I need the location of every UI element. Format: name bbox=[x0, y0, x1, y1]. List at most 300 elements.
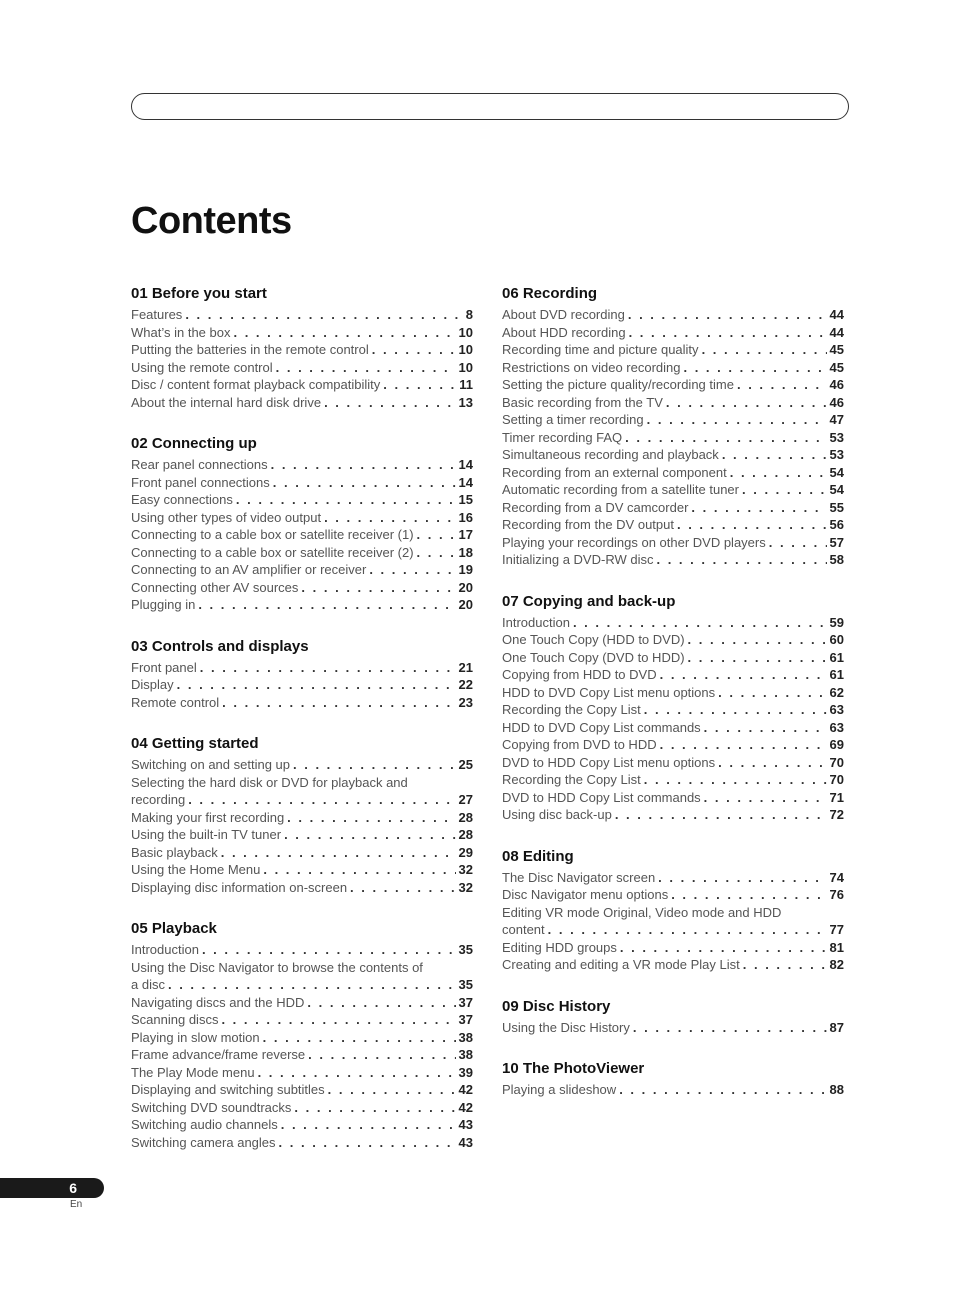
toc-entry-page: 46 bbox=[829, 394, 844, 410]
toc-entry-page: 43 bbox=[458, 1134, 473, 1150]
dot-leader bbox=[198, 596, 455, 614]
dot-leader bbox=[656, 551, 826, 569]
toc-entry-label: Plugging in bbox=[131, 597, 196, 612]
toc-entry[interactable] bbox=[502, 904, 844, 939]
toc-entry-label: Remote control bbox=[131, 694, 220, 710]
toc-entry-page: 10 bbox=[458, 324, 473, 340]
dot-leader bbox=[202, 941, 456, 959]
dot-leader bbox=[200, 659, 456, 677]
toc-entry[interactable] bbox=[131, 844, 473, 862]
toc-entry[interactable] bbox=[502, 956, 844, 974]
toc-entry-page: 87 bbox=[829, 1019, 844, 1035]
toc-entry-label: Navigating discs and the HDD bbox=[131, 994, 305, 1010]
toc-entry[interactable] bbox=[502, 376, 844, 394]
toc-entry[interactable] bbox=[502, 551, 844, 569]
toc-entry[interactable] bbox=[502, 306, 844, 324]
section-title: 04 Getting started bbox=[131, 735, 259, 752]
toc-entry-label: Frame advance/frame reverse bbox=[131, 1047, 306, 1062]
toc-entry[interactable] bbox=[131, 1029, 473, 1047]
toc-entry-page: 53 bbox=[829, 429, 844, 445]
toc-entry-label: About the internal hard disk drive bbox=[131, 394, 322, 410]
toc-entry-page: 61 bbox=[829, 649, 844, 665]
toc-entry[interactable] bbox=[502, 666, 844, 684]
toc-entry[interactable] bbox=[131, 509, 473, 527]
toc-entry[interactable] bbox=[502, 481, 844, 499]
toc-entry[interactable] bbox=[131, 1134, 473, 1152]
toc-entry-page: 44 bbox=[829, 324, 844, 340]
toc-entry[interactable] bbox=[502, 446, 844, 464]
toc-entry-label: Connecting to a cable box or satellite receiver (2) bbox=[131, 544, 414, 560]
toc-entry[interactable] bbox=[131, 1046, 473, 1064]
toc-entry-label: Using the built-in TV tuner bbox=[131, 827, 282, 842]
toc-entry-page: 44 bbox=[829, 307, 844, 322]
toc-entry-label: Switching DVD soundtracks bbox=[131, 1099, 292, 1115]
toc-entry-label: DVD to HDD Copy List commands bbox=[502, 789, 701, 805]
toc-entry-label-continued: a disc bbox=[131, 977, 165, 992]
toc-entry-page: 56 bbox=[829, 517, 844, 532]
dot-leader bbox=[293, 756, 456, 774]
toc-entry-label: Using disc back-up bbox=[502, 807, 612, 822]
toc-entry-page: 71 bbox=[829, 789, 844, 805]
toc-entry-label: Timer recording FAQ bbox=[502, 429, 623, 445]
toc-right-column bbox=[502, 285, 844, 1123]
toc-entry-page: 88 bbox=[829, 1082, 844, 1097]
toc-entry[interactable] bbox=[502, 789, 844, 807]
toc-entry[interactable] bbox=[502, 1081, 844, 1099]
toc-entry-page: 20 bbox=[458, 579, 473, 595]
toc-entry[interactable] bbox=[502, 534, 844, 552]
toc-entry[interactable] bbox=[131, 959, 473, 994]
toc-entry-label: Using the Disc Navigator to browse the contents of bbox=[131, 959, 423, 975]
toc-entry-list bbox=[131, 659, 473, 712]
toc-entry-label: Recording from a DV camcorder bbox=[502, 499, 689, 515]
toc-entry-page: 14 bbox=[458, 457, 473, 472]
toc-entry[interactable] bbox=[131, 324, 473, 342]
toc-entry[interactable] bbox=[502, 631, 844, 649]
toc-entry-page: 29 bbox=[458, 844, 473, 860]
dot-leader bbox=[177, 676, 456, 694]
toc-entry-list bbox=[131, 756, 473, 896]
section-title: 09 Disc History bbox=[502, 997, 611, 1015]
page-title: Contents bbox=[131, 200, 292, 242]
header-frame bbox=[131, 93, 849, 120]
toc-entry-label: Editing HDD groups bbox=[502, 939, 617, 955]
section-title: 01 Before you start bbox=[131, 285, 267, 302]
toc-entry-label: Scanning discs bbox=[131, 1012, 219, 1027]
toc-entry-page: 11 bbox=[459, 377, 473, 392]
toc-entry-continuation bbox=[502, 921, 844, 939]
dot-leader bbox=[417, 526, 456, 544]
toc-section bbox=[502, 593, 844, 824]
toc-entry-label: Recording the Copy List bbox=[502, 702, 641, 717]
toc-entry-page: 62 bbox=[829, 684, 844, 700]
toc-entry-page: 70 bbox=[829, 772, 844, 787]
toc-entry-label: Editing VR mode Original, Video mode and HDD bbox=[502, 904, 782, 920]
toc-entry-page: 37 bbox=[458, 1012, 473, 1027]
toc-entry-label: Using the Disc History bbox=[502, 1019, 630, 1035]
dot-leader bbox=[301, 579, 455, 597]
toc-entry[interactable] bbox=[502, 341, 844, 359]
dot-leader bbox=[188, 791, 455, 809]
dot-leader bbox=[307, 994, 455, 1012]
toc-entry-page: 38 bbox=[458, 1047, 473, 1062]
dot-leader bbox=[324, 509, 455, 527]
toc-entry-label: About HDD recording bbox=[502, 324, 626, 340]
toc-entry-page: 81 bbox=[829, 939, 844, 955]
toc-entry-page: 25 bbox=[458, 757, 473, 772]
toc-entry[interactable] bbox=[131, 809, 473, 827]
toc-entry-page: 45 bbox=[829, 342, 844, 357]
page-number: 6 bbox=[69, 1180, 77, 1196]
toc-entry-page: 46 bbox=[829, 377, 844, 392]
toc-entry[interactable] bbox=[131, 474, 473, 492]
toc-entry[interactable] bbox=[131, 1011, 473, 1029]
toc-entry-label: Making your first recording bbox=[131, 809, 285, 825]
toc-entry-page: 63 bbox=[829, 702, 844, 717]
dot-leader bbox=[742, 481, 827, 499]
toc-section bbox=[502, 998, 844, 1037]
dot-leader bbox=[688, 649, 827, 667]
dot-leader bbox=[233, 324, 455, 342]
toc-entry-page: 60 bbox=[829, 632, 844, 647]
toc-entry[interactable] bbox=[131, 994, 473, 1012]
toc-entry[interactable] bbox=[131, 861, 473, 879]
toc-entry-label: Disc / content format playback compatibility bbox=[131, 377, 381, 392]
toc-entry-list bbox=[131, 306, 473, 411]
toc-entry-label: The Disc Navigator screen bbox=[502, 869, 656, 885]
toc-entry[interactable] bbox=[131, 341, 473, 359]
toc-entry[interactable] bbox=[502, 701, 844, 719]
toc-entry-page: 32 bbox=[458, 862, 473, 877]
dot-leader bbox=[620, 939, 827, 957]
toc-entry-label: Simultaneous recording and playback bbox=[502, 447, 719, 462]
toc-entry-page: 55 bbox=[829, 499, 844, 515]
toc-entry-list bbox=[502, 1019, 844, 1037]
toc-entry-page: 38 bbox=[458, 1029, 473, 1045]
dot-leader bbox=[168, 976, 456, 994]
toc-entry[interactable] bbox=[131, 596, 473, 614]
dot-leader bbox=[633, 1019, 827, 1037]
dot-leader bbox=[185, 306, 462, 324]
toc-entry[interactable] bbox=[502, 719, 844, 737]
toc-entry-page: 27 bbox=[458, 792, 473, 807]
toc-entry-page: 35 bbox=[458, 942, 473, 957]
toc-entry-page: 74 bbox=[829, 869, 844, 885]
toc-entry-label: Playing in slow motion bbox=[131, 1029, 260, 1045]
toc-entry-label: Recording from the DV output bbox=[502, 517, 674, 532]
dot-leader bbox=[683, 359, 826, 377]
toc-entry-page: 15 bbox=[458, 492, 473, 507]
toc-entry-page: 35 bbox=[458, 977, 473, 992]
dot-leader bbox=[236, 491, 456, 509]
toc-entry-label: Basic playback bbox=[131, 844, 218, 860]
dot-leader bbox=[647, 411, 827, 429]
toc-entry[interactable] bbox=[502, 684, 844, 702]
toc-entry-label: Recording the Copy List bbox=[502, 772, 641, 787]
toc-entry-page: 28 bbox=[458, 809, 473, 825]
dot-leader bbox=[263, 1029, 456, 1047]
toc-entry[interactable] bbox=[131, 1099, 473, 1117]
toc-entry[interactable] bbox=[131, 394, 473, 412]
toc-entry-label: Copying from DVD to HDD bbox=[502, 737, 657, 752]
toc-entry-page: 18 bbox=[458, 544, 473, 560]
page-number-tab bbox=[0, 1178, 104, 1198]
toc-entry-page: 42 bbox=[458, 1082, 473, 1097]
toc-entry-label: Introduction bbox=[131, 942, 199, 957]
toc-entry[interactable] bbox=[131, 544, 473, 562]
dot-leader bbox=[769, 534, 827, 552]
toc-entry-label: Playing a slideshow bbox=[502, 1082, 617, 1097]
dot-leader bbox=[704, 789, 827, 807]
toc-entry-label: Connecting other AV sources bbox=[131, 579, 299, 595]
toc-entry-label: What’s in the box bbox=[131, 324, 231, 340]
dot-leader bbox=[660, 666, 827, 684]
dot-leader bbox=[276, 359, 456, 377]
toc-entry-label: HDD to DVD Copy List commands bbox=[502, 719, 701, 735]
toc-entry[interactable] bbox=[131, 676, 473, 694]
toc-section bbox=[131, 638, 473, 712]
toc-entry[interactable] bbox=[502, 1019, 844, 1037]
toc-entry-page: 54 bbox=[829, 482, 844, 497]
dot-leader bbox=[279, 1134, 456, 1152]
toc-entry[interactable] bbox=[131, 1081, 473, 1099]
toc-entry-page: 57 bbox=[829, 534, 844, 550]
toc-entry-list bbox=[131, 456, 473, 614]
toc-entry-continuation bbox=[131, 976, 473, 994]
toc-entry-label: Initializing a DVD-RW disc bbox=[502, 552, 654, 567]
toc-entry-page: 42 bbox=[458, 1099, 473, 1115]
page-language: En bbox=[70, 1199, 83, 1210]
toc-entry-label: Display bbox=[131, 677, 174, 692]
dot-leader bbox=[688, 631, 827, 649]
dot-leader bbox=[372, 341, 456, 359]
dot-leader bbox=[417, 544, 456, 562]
toc-entry[interactable] bbox=[131, 306, 473, 324]
dot-leader bbox=[644, 771, 827, 789]
toc-entry[interactable] bbox=[131, 456, 473, 474]
toc-entry-label: Recording from an external component bbox=[502, 464, 727, 480]
toc-entry-label: Switching camera angles bbox=[131, 1134, 276, 1150]
toc-entry-page: 77 bbox=[829, 922, 844, 937]
section-title: 07 Copying and back-up bbox=[502, 592, 676, 610]
dot-leader bbox=[615, 806, 827, 824]
toc-entry-label: DVD to HDD Copy List menu options bbox=[502, 754, 716, 770]
toc-entry[interactable] bbox=[131, 526, 473, 544]
toc-section bbox=[131, 435, 473, 614]
toc-entry-label: Displaying and switching subtitles bbox=[131, 1082, 325, 1097]
toc-entry-label: Using the Home Menu bbox=[131, 862, 261, 877]
dot-leader bbox=[671, 886, 826, 904]
dot-leader bbox=[273, 474, 456, 492]
dot-leader bbox=[221, 1011, 455, 1029]
dot-leader bbox=[281, 1116, 456, 1134]
dot-leader bbox=[548, 921, 827, 939]
dot-leader bbox=[666, 394, 827, 412]
toc-entry-page: 69 bbox=[829, 737, 844, 752]
dot-leader bbox=[718, 754, 826, 772]
toc-entry-page: 70 bbox=[829, 754, 844, 770]
toc-entry-page: 47 bbox=[829, 412, 844, 427]
toc-entry-label: One Touch Copy (HDD to DVD) bbox=[502, 632, 685, 647]
toc-entry-page: 14 bbox=[458, 474, 473, 490]
toc-entry-label: Basic recording from the TV bbox=[502, 394, 663, 410]
toc-entry-label: About DVD recording bbox=[502, 307, 625, 322]
toc-entry-page: 45 bbox=[829, 359, 844, 375]
toc-entry[interactable] bbox=[502, 359, 844, 377]
toc-entry-label: HDD to DVD Copy List menu options bbox=[502, 684, 716, 700]
dot-leader bbox=[691, 499, 826, 517]
toc-entry[interactable] bbox=[502, 869, 844, 887]
toc-entry-page: 72 bbox=[829, 807, 844, 822]
toc-entry-label: Connecting to an AV amplifier or receiver bbox=[131, 562, 367, 577]
toc-entry-page: 43 bbox=[458, 1117, 473, 1132]
toc-entry[interactable] bbox=[502, 939, 844, 957]
dot-leader bbox=[294, 1099, 455, 1117]
toc-entry[interactable] bbox=[131, 561, 473, 579]
toc-entry-label: Features bbox=[131, 307, 183, 322]
toc-entry-label: Disc Navigator menu options bbox=[502, 887, 669, 902]
dot-leader bbox=[271, 456, 456, 474]
dot-leader bbox=[350, 879, 455, 897]
toc-entry-label: Playing your recordings on other DVD players bbox=[502, 534, 766, 550]
section-title: 03 Controls and displays bbox=[131, 637, 309, 655]
toc-entry-label: One Touch Copy (DVD to HDD) bbox=[502, 649, 685, 665]
dot-leader bbox=[324, 394, 455, 412]
toc-entry-label: Putting the batteries in the remote control bbox=[131, 342, 369, 357]
toc-entry-label: The Play Mode menu bbox=[131, 1064, 255, 1080]
toc-entry-label: Connecting to a cable box or satellite receiver (1) bbox=[131, 527, 414, 542]
toc-entry[interactable] bbox=[131, 941, 473, 959]
dot-leader bbox=[704, 719, 827, 737]
toc-entry-list bbox=[502, 306, 844, 569]
toc-entry-page: 21 bbox=[458, 659, 473, 675]
toc-entry[interactable] bbox=[131, 659, 473, 677]
toc-entry[interactable] bbox=[131, 826, 473, 844]
dot-leader bbox=[263, 861, 455, 879]
dot-leader bbox=[730, 464, 827, 482]
toc-entry-page: 54 bbox=[829, 464, 844, 480]
toc-entry-page: 28 bbox=[458, 827, 473, 842]
toc-entry-page: 61 bbox=[829, 667, 844, 682]
dot-leader bbox=[222, 694, 455, 712]
toc-entry-page: 32 bbox=[458, 879, 473, 895]
toc-entry-label-continued: recording bbox=[131, 792, 186, 807]
toc-entry[interactable] bbox=[502, 516, 844, 534]
toc-entry-page: 13 bbox=[458, 394, 473, 410]
toc-entry[interactable] bbox=[131, 756, 473, 774]
dot-leader bbox=[629, 324, 827, 342]
toc-entry-page: 59 bbox=[829, 614, 844, 630]
toc-entry[interactable] bbox=[131, 1116, 473, 1134]
toc-entry-label: Front panel connections bbox=[131, 474, 270, 490]
toc-entry[interactable] bbox=[502, 464, 844, 482]
toc-section bbox=[502, 285, 844, 569]
dot-leader bbox=[221, 844, 456, 862]
toc-entry-label: Using the remote control bbox=[131, 359, 273, 375]
toc-entry[interactable] bbox=[131, 376, 473, 394]
toc-entry-label: Setting the picture quality/recording time bbox=[502, 377, 734, 392]
toc-entry-label: Recording time and picture quality bbox=[502, 342, 699, 357]
dot-leader bbox=[258, 1064, 456, 1082]
section-title: 02 Connecting up bbox=[131, 435, 257, 452]
toc-entry-list bbox=[502, 1081, 844, 1099]
toc-entry-label: Front panel bbox=[131, 659, 197, 675]
toc-entry[interactable] bbox=[502, 429, 844, 447]
toc-entry-label: Displaying disc information on-screen bbox=[131, 879, 348, 895]
dot-leader bbox=[718, 684, 826, 702]
toc-entry[interactable] bbox=[502, 394, 844, 412]
dot-leader bbox=[328, 1081, 456, 1099]
dot-leader bbox=[702, 341, 827, 359]
toc-entry[interactable] bbox=[502, 499, 844, 517]
toc-entry[interactable] bbox=[502, 886, 844, 904]
dot-leader bbox=[722, 446, 827, 464]
toc-entry[interactable] bbox=[502, 614, 844, 632]
toc-entry[interactable] bbox=[131, 359, 473, 377]
dot-leader bbox=[644, 701, 827, 719]
toc-section bbox=[131, 920, 473, 1151]
toc-entry[interactable] bbox=[502, 736, 844, 754]
toc-entry-label-continued: content bbox=[502, 922, 545, 937]
dot-leader bbox=[573, 614, 827, 632]
toc-entry[interactable] bbox=[131, 774, 473, 809]
toc-entry[interactable] bbox=[131, 1064, 473, 1082]
toc-entry-label: Creating and editing a VR mode Play List bbox=[502, 957, 740, 972]
toc-entry[interactable] bbox=[502, 771, 844, 789]
toc-section bbox=[131, 735, 473, 896]
toc-entry-list bbox=[131, 941, 473, 1151]
dot-leader bbox=[287, 809, 455, 827]
dot-leader bbox=[743, 956, 827, 974]
toc-entry-page: 8 bbox=[465, 307, 473, 322]
dot-leader bbox=[628, 306, 827, 324]
section-title: 05 Playback bbox=[131, 920, 217, 937]
toc-entry-page: 82 bbox=[829, 957, 844, 972]
toc-entry-page: 17 bbox=[458, 527, 473, 542]
dot-leader bbox=[619, 1081, 826, 1099]
toc-entry-page: 23 bbox=[458, 694, 473, 710]
toc-entry[interactable] bbox=[502, 649, 844, 667]
toc-entry-label: Switching on and setting up bbox=[131, 757, 290, 772]
toc-entry-list bbox=[502, 614, 844, 824]
dot-leader bbox=[658, 869, 826, 887]
toc-entry[interactable] bbox=[502, 754, 844, 772]
toc-entry-page: 58 bbox=[829, 552, 844, 567]
dot-leader bbox=[284, 826, 455, 844]
toc-entry-page: 37 bbox=[458, 994, 473, 1010]
toc-entry-label: Restrictions on video recording bbox=[502, 359, 681, 375]
toc-entry-label: Rear panel connections bbox=[131, 457, 268, 472]
toc-entry-page: 53 bbox=[829, 447, 844, 462]
toc-entry[interactable] bbox=[131, 579, 473, 597]
toc-entry[interactable] bbox=[502, 324, 844, 342]
toc-entry-page: 20 bbox=[458, 597, 473, 612]
toc-entry-page: 19 bbox=[458, 562, 473, 577]
section-title: 08 Editing bbox=[502, 847, 574, 865]
toc-entry[interactable] bbox=[131, 491, 473, 509]
toc-entry-list bbox=[502, 869, 844, 974]
toc-entry-page: 16 bbox=[458, 509, 473, 525]
toc-entry-page: 10 bbox=[458, 342, 473, 357]
toc-entry[interactable] bbox=[502, 806, 844, 824]
toc-entry[interactable] bbox=[131, 879, 473, 897]
toc-entry-label: Easy connections bbox=[131, 492, 233, 507]
toc-entry-page: 63 bbox=[829, 719, 844, 735]
toc-section bbox=[502, 1060, 844, 1099]
toc-entry[interactable] bbox=[502, 411, 844, 429]
toc-left-column bbox=[131, 285, 473, 1175]
toc-entry[interactable] bbox=[131, 694, 473, 712]
